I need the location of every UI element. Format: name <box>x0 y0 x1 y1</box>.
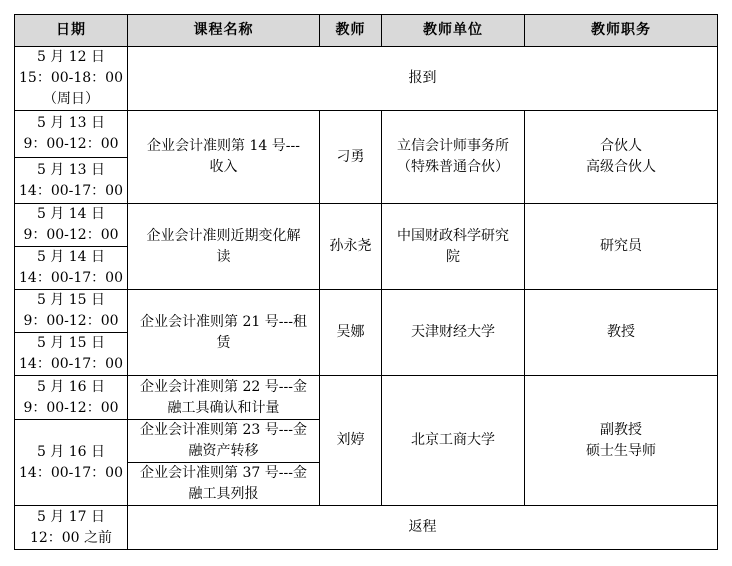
header-row <box>15 15 718 47</box>
header-course: 课程名称 <box>128 15 320 47</box>
course-cell <box>128 376 320 420</box>
course-cell <box>128 111 320 204</box>
date-line: 5 月 15 日 <box>36 292 106 308</box>
date-cell <box>15 247 128 290</box>
date-cell <box>15 158 128 204</box>
date-cell <box>15 376 128 420</box>
return-cell: 返程 <box>128 506 718 550</box>
unit-line: 天津财经大学 <box>411 324 495 340</box>
date-line: 5 月 16 日 <box>36 443 106 460</box>
date-line: 5 月 14 日 <box>36 249 106 265</box>
date-cell <box>15 333 128 376</box>
teacher-cell: 刘婷 <box>320 376 382 506</box>
title-line: 硕士生导师 <box>586 442 656 459</box>
date-line: 5 月 12 日 <box>36 49 106 65</box>
course-line: 融工具确认和计量 <box>167 399 280 416</box>
table-row <box>15 506 718 550</box>
title-line: 教授 <box>607 324 635 340</box>
title-line: 合伙人 <box>600 138 642 154</box>
unit-cell <box>382 290 525 376</box>
title-cell <box>525 290 718 376</box>
unit-line: 中国财政科学研究 <box>397 227 509 244</box>
table-row <box>15 290 718 333</box>
date-line: 5 月 16 日 <box>36 378 106 395</box>
teacher-cell: 吴娜 <box>320 290 382 376</box>
date-cell <box>15 111 128 158</box>
table-row <box>15 204 718 247</box>
table-row <box>15 111 718 158</box>
date-cell <box>15 506 128 550</box>
table-row <box>15 47 718 111</box>
title-line: 研究员 <box>600 238 642 254</box>
schedule-table <box>14 14 718 550</box>
title-cell <box>525 376 718 506</box>
unit-cell <box>382 204 525 290</box>
course-line: 企业会计准则第 21 号---租 <box>140 313 307 330</box>
teacher-cell: 刁勇 <box>320 111 382 204</box>
course-cell <box>128 463 320 506</box>
time-line: 9：00-12：00 <box>23 399 119 416</box>
table-row <box>15 376 718 420</box>
unit-line: 北京工商大学 <box>411 432 495 448</box>
unit-line: 立信会计师事务所 <box>397 138 509 154</box>
course-cell <box>128 420 320 463</box>
course-line: 收入 <box>209 159 238 175</box>
time-line: 9：00-12：00 <box>23 313 119 329</box>
title-line: 副教授 <box>600 421 642 438</box>
unit-line: 院 <box>446 248 460 265</box>
date-line: 5 月 15 日 <box>36 335 106 351</box>
time-line: 14：00-17：00 <box>19 270 123 286</box>
course-line: 企业会计准则第 23 号---金 <box>140 422 307 438</box>
time-line: 9：00-12：00 <box>23 227 119 243</box>
teacher-cell: 孙永尧 <box>320 204 382 290</box>
date-line: 5 月 13 日 <box>36 115 106 131</box>
header-teacher: 教师 <box>320 15 382 47</box>
weekday-line: （周日） <box>43 91 99 107</box>
course-line: 企业会计准则第 22 号---金 <box>140 378 307 395</box>
title-cell <box>525 204 718 290</box>
header-date: 日期 <box>15 15 128 47</box>
date-cell <box>15 420 128 506</box>
unit-line: （特殊普通合伙） <box>397 159 509 175</box>
course-line: 企业会计准则近期变化解 <box>146 227 301 244</box>
date-line: 5 月 17 日 <box>36 508 106 525</box>
unit-cell <box>382 376 525 506</box>
course-line: 企业会计准则第 14 号--- <box>147 138 300 154</box>
course-cell <box>128 290 320 376</box>
date-cell <box>15 204 128 247</box>
date-line: 5 月 14 日 <box>36 206 106 222</box>
unit-cell <box>382 111 525 204</box>
header-title: 教师职务 <box>525 15 718 47</box>
time-line: 14：00-17：00 <box>19 182 123 199</box>
header-unit: 教师单位 <box>382 15 525 47</box>
time-line: 9：00-12：00 <box>23 136 119 152</box>
time-line: 15：00-18：00 <box>19 70 123 86</box>
course-cell <box>128 204 320 290</box>
checkin-cell: 报到 <box>128 47 718 111</box>
course-line: 读 <box>216 248 231 265</box>
course-line: 赁 <box>216 334 231 351</box>
title-cell <box>525 111 718 204</box>
date-cell <box>15 47 128 111</box>
title-line: 高级合伙人 <box>586 159 656 175</box>
time-line: 12：00 之前 <box>29 529 113 546</box>
course-line: 融工具列报 <box>188 486 259 502</box>
date-cell <box>15 290 128 333</box>
time-line: 14：00-17：00 <box>19 356 123 372</box>
course-line: 企业会计准则第 37 号---金 <box>140 465 307 481</box>
course-line: 融资产转移 <box>188 443 259 459</box>
time-line: 14：00-17：00 <box>19 464 123 481</box>
date-line: 5 月 13 日 <box>36 161 106 178</box>
